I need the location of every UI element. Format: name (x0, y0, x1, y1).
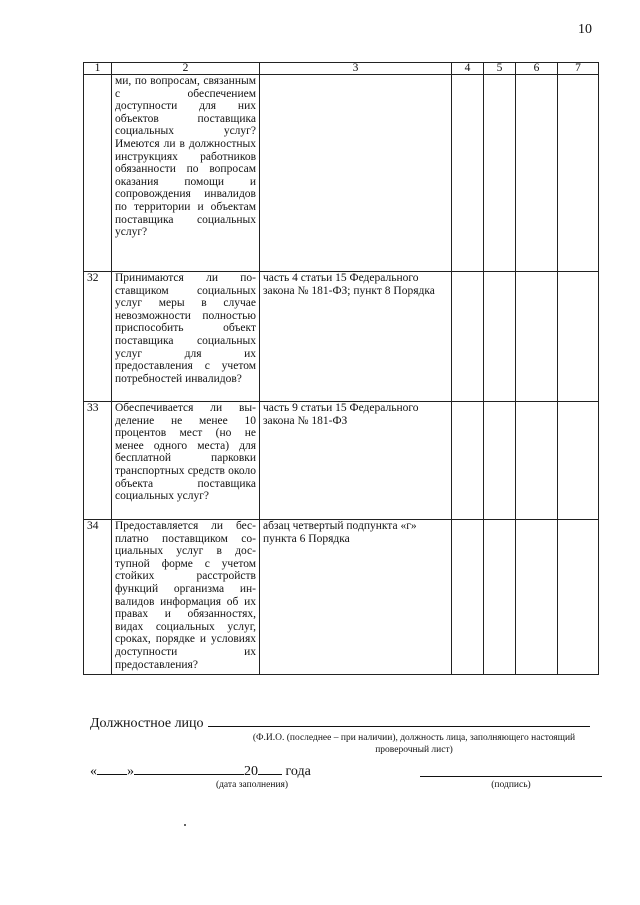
answer-cell (516, 402, 558, 520)
official-label: Должностное лицо (90, 716, 204, 731)
quote-close: » (127, 764, 134, 779)
answer-cell (452, 75, 484, 272)
answer-cell (516, 75, 558, 272)
year-suffix: года (285, 764, 311, 779)
answer-cell (484, 402, 516, 520)
page-number: 10 (578, 22, 592, 37)
header-row (84, 63, 599, 75)
column-header: 1 (84, 63, 112, 75)
table-row (84, 520, 599, 675)
column-header: 3 (260, 63, 452, 75)
table-row (84, 75, 599, 272)
official-hint: (Ф.И.О. (последнее – при наличии), должность лица, заполняющего настоящий проверочный лист) (252, 733, 576, 755)
answer-cell (484, 520, 516, 675)
reference-cell: абзац четвертый подпункта «г» пункта 6 Порядка (260, 520, 452, 675)
column-header: 2 (112, 63, 260, 75)
reference-cell (260, 75, 452, 272)
answer-cell (516, 520, 558, 675)
answer-cell (516, 272, 558, 402)
date-hint: (дата заполнения) (215, 780, 289, 790)
answer-cell (558, 75, 599, 272)
row-number: 34 (84, 520, 112, 675)
scan-speck (184, 824, 186, 826)
question-cell: Принимаются ли поставщиком социальных услуг меры в случае невозможности полностью приспособить объект поставщика социальных услуг для их предоставления с учетом потребностей инвалидов? (112, 272, 260, 402)
official-fill-line (208, 714, 590, 727)
quote-open: « (90, 764, 97, 779)
row-number (84, 75, 112, 272)
answer-cell (484, 272, 516, 402)
question-cell: ми, по вопросам, связанным с обеспечением доступности для них объектов поставщика социальных услуг? Имеются ли в должностных инструкциях работников обязанности по вопросам оказания помощи и сопровождения инвалидов по территории и объектам поставщика социальных услуг? (112, 75, 260, 272)
answer-cell (558, 402, 599, 520)
answer-cell (558, 272, 599, 402)
month-fill-line (134, 762, 244, 775)
question-cell: Обеспечивается ли выделение не менее 10 процентов мест (но не менее одного места) для бесплатной парковки транспортных средств около объекта поставщика социальных услуг? (112, 402, 260, 520)
answer-cell (484, 75, 516, 272)
reference-cell: часть 9 статьи 15 Федерального закона № 181-ФЗ (260, 402, 452, 520)
day-fill-line (97, 762, 127, 775)
row-number: 32 (84, 272, 112, 402)
column-header: 6 (516, 63, 558, 75)
row-number: 33 (84, 402, 112, 520)
answer-cell (452, 272, 484, 402)
table-row (84, 272, 599, 402)
signature-fill-line (420, 776, 602, 777)
date-line (90, 762, 311, 780)
year-prefix: 20 (244, 764, 258, 779)
answer-cell (452, 402, 484, 520)
table-row (84, 402, 599, 520)
year-fill-line (258, 762, 282, 775)
official-line (90, 714, 590, 732)
signature-hint: (подпись) (491, 780, 531, 790)
column-header: 5 (484, 63, 516, 75)
answer-cell (558, 520, 599, 675)
question-cell: Предоставляется ли бесплатно поставщиком социальных услуг в доступной форме с учетом стойких расстройств функций организма инвалидов информация об их правах и обязанностях, видах социальных услуг, сроках, порядке и условиях доступности их предоставления? (112, 520, 260, 675)
answer-cell (452, 520, 484, 675)
reference-cell: часть 4 статьи 15 Федерального закона № 181-ФЗ; пункт 8 Порядка (260, 272, 452, 402)
column-header: 4 (452, 63, 484, 75)
checklist-table (83, 62, 599, 675)
column-header: 7 (558, 63, 599, 75)
